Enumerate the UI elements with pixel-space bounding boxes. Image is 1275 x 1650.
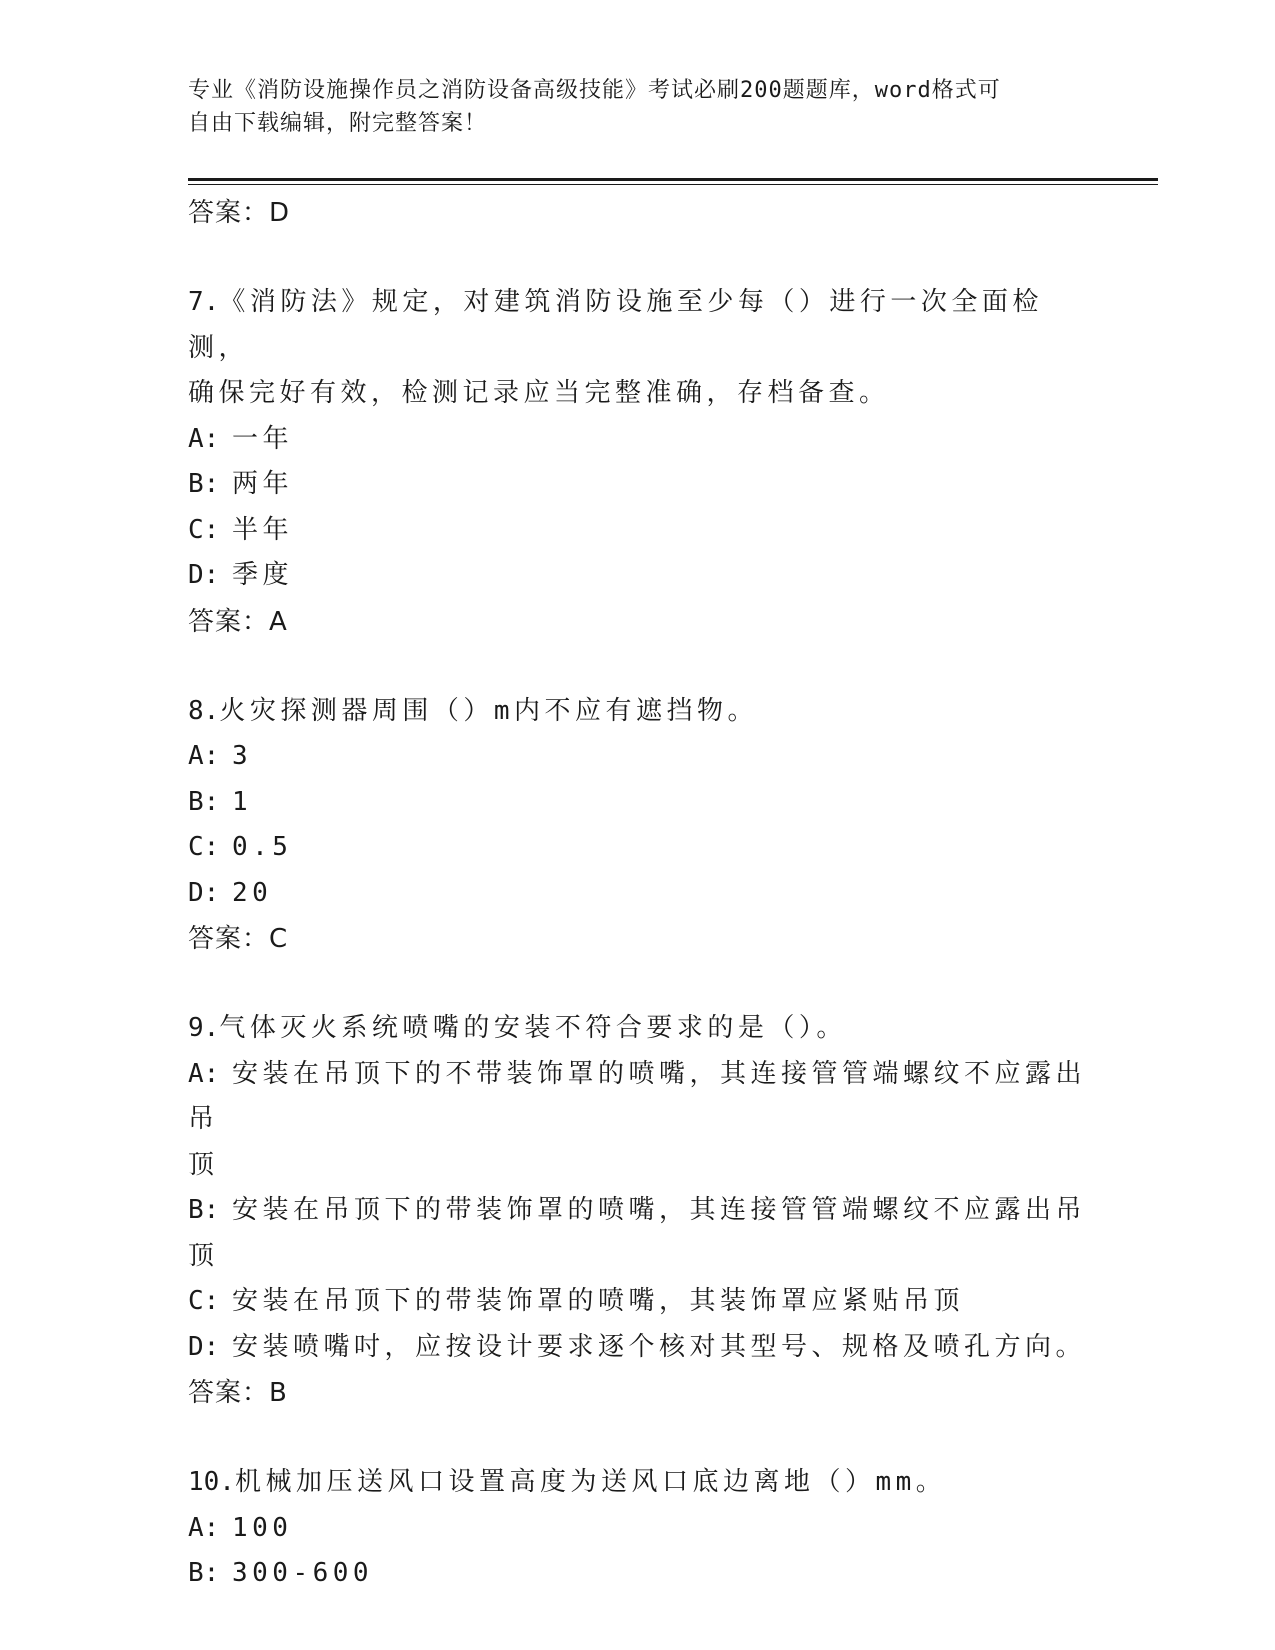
option-c bbox=[188, 508, 1088, 554]
option-key: C: bbox=[188, 514, 220, 545]
option-text: 安装在吊顶下的不带装饰罩的喷嘴，其连接管管端螺纹不应露出吊 bbox=[188, 1058, 1087, 1134]
answer-prefix: 答案： bbox=[188, 606, 270, 637]
spacer bbox=[188, 645, 1088, 689]
option-text: 安装在吊顶下的带装饰罩的喷嘴，其装饰罩应紧贴吊顶 bbox=[232, 1286, 965, 1316]
option-key: D: bbox=[188, 1331, 220, 1362]
option-text: 300-600 bbox=[232, 1558, 374, 1588]
option-a bbox=[188, 1506, 1088, 1552]
option-b bbox=[188, 780, 1088, 826]
question-text-line-2: 确保完好有效，检测记录应当完整准确，存档备查。 bbox=[188, 378, 890, 408]
option-text: 季度 bbox=[232, 560, 294, 590]
question-text-line-1: 《消防法》规定，对建筑消防设施至少每（）进行一次全面检测， bbox=[188, 287, 1043, 363]
option-text: 1 bbox=[232, 786, 253, 817]
option-text: 100 bbox=[232, 1512, 293, 1543]
question-stem bbox=[188, 1006, 1088, 1052]
option-key: D: bbox=[188, 877, 220, 908]
option-key: A: bbox=[188, 423, 220, 454]
header-rule-thin bbox=[188, 184, 1158, 185]
option-b bbox=[188, 1188, 1088, 1279]
option-key: B: bbox=[188, 1558, 220, 1588]
option-a bbox=[188, 417, 1088, 463]
question-text-line-1: 气体灭火系统喷嘴的安装不符合要求的是（）。 bbox=[219, 1013, 847, 1043]
question-stem bbox=[188, 280, 1088, 371]
answer-value: A bbox=[269, 606, 288, 637]
option-key: D: bbox=[188, 560, 220, 590]
option-b bbox=[188, 1551, 1088, 1597]
option-a bbox=[188, 1052, 1088, 1143]
answer-line bbox=[188, 1370, 1088, 1416]
option-key: A: bbox=[188, 1058, 220, 1089]
answer-prefix: 答案： bbox=[188, 198, 270, 228]
option-text: 安装在吊顶下的带装饰罩的喷嘴，其连接管管端螺纹不应露出吊顶 bbox=[188, 1195, 1087, 1271]
question-text-line-1: 机械加压送风口设置高度为送风口底边离地（）mm。 bbox=[234, 1467, 947, 1497]
option-text: 20 bbox=[232, 877, 273, 908]
option-text: 半年 bbox=[232, 514, 294, 545]
question-number: 10. bbox=[188, 1467, 235, 1497]
question-number: 8. bbox=[188, 695, 220, 726]
header-line-2: 自由下载编辑，附完整答案！ bbox=[188, 111, 488, 136]
question-9 bbox=[188, 1006, 1088, 1416]
option-d bbox=[188, 871, 1088, 917]
header-line-1: 专业《消防设施操作员之消防设备高级技能》考试必刷200题题库，word格式可 bbox=[188, 78, 1001, 103]
option-text: 安装喷嘴吋，应按设计要求逐个核对其型号、规格及喷孔方向。 bbox=[232, 1331, 1087, 1362]
option-text: 0.5 bbox=[232, 832, 293, 862]
answer-line-prev bbox=[188, 190, 1088, 236]
answer-prefix: 答案： bbox=[188, 1378, 270, 1408]
option-key: C: bbox=[188, 1286, 220, 1316]
option-d bbox=[188, 553, 1088, 599]
answer-value: D bbox=[269, 198, 291, 228]
answer-line bbox=[188, 599, 1088, 645]
option-text: 一年 bbox=[232, 423, 294, 454]
spacer bbox=[188, 236, 1088, 280]
option-key: B: bbox=[188, 786, 220, 817]
option-c bbox=[188, 825, 1088, 871]
document-header bbox=[188, 74, 1068, 140]
option-key: A: bbox=[188, 741, 220, 771]
option-b bbox=[188, 462, 1088, 508]
question-number: 9. bbox=[188, 1013, 220, 1043]
question-list bbox=[188, 190, 1088, 1597]
answer-value: C bbox=[269, 924, 289, 954]
option-key: B: bbox=[188, 469, 220, 499]
option-d bbox=[188, 1325, 1088, 1371]
option-text: 两年 bbox=[232, 469, 294, 499]
option-a-continuation: 顶 bbox=[188, 1149, 219, 1180]
question-10 bbox=[188, 1460, 1088, 1597]
question-stem bbox=[188, 689, 1088, 735]
question-stem bbox=[188, 1460, 1088, 1506]
option-text: 3 bbox=[232, 741, 253, 771]
question-8 bbox=[188, 689, 1088, 963]
header-rule-thick bbox=[188, 178, 1158, 181]
question-7 bbox=[188, 280, 1088, 645]
answer-line bbox=[188, 916, 1088, 962]
option-key: C: bbox=[188, 832, 220, 862]
question-number: 7. bbox=[188, 287, 220, 317]
option-a bbox=[188, 734, 1088, 780]
option-key: A: bbox=[188, 1512, 220, 1543]
option-c bbox=[188, 1279, 1088, 1325]
spacer bbox=[188, 962, 1088, 1006]
answer-value: B bbox=[269, 1378, 288, 1408]
option-key: B: bbox=[188, 1195, 220, 1225]
question-text-line-1: 火灾探测器周围（）m内不应有遮挡物。 bbox=[219, 695, 758, 726]
answer-prefix: 答案： bbox=[188, 924, 270, 954]
spacer bbox=[188, 1416, 1088, 1460]
